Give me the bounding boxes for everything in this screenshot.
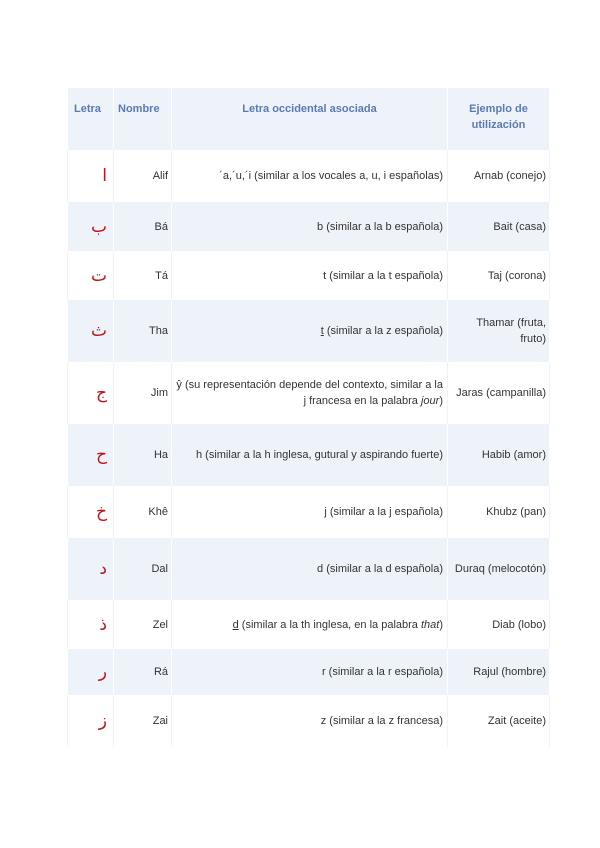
- usage-example: Diab (lobo): [448, 600, 550, 649]
- table-row: [68, 600, 550, 649]
- letter-name: Rá: [114, 649, 172, 695]
- arabic-letter: ذ: [68, 600, 114, 649]
- western-letter: [172, 300, 448, 362]
- table-header-row: [68, 88, 550, 150]
- table-row: [68, 649, 550, 695]
- western-letter-close: ): [439, 395, 443, 407]
- western-letter: ´a,´u,´i (similar a los vocales a, u, i españolas): [172, 150, 448, 202]
- table-row: [68, 150, 550, 202]
- western-letter: z (similar a la z francesa): [172, 695, 448, 747]
- arabic-letter: ا: [68, 150, 114, 202]
- letter-name: Tá: [114, 251, 172, 300]
- letter-name: Dal: [114, 538, 172, 600]
- table-row: [68, 202, 550, 251]
- header-name: Nombre: [114, 88, 172, 150]
- western-letter: [172, 600, 448, 649]
- western-letter: d (similar a la d española): [172, 538, 448, 600]
- arabic-letter: ب: [68, 202, 114, 251]
- letter-name: Ha: [114, 424, 172, 486]
- arabic-letter: ث: [68, 300, 114, 362]
- letter-name: Bá: [114, 202, 172, 251]
- western-letter-text: ŷ (su representación depende del contexto, similar a la j francesa en la palabra: [176, 379, 443, 407]
- usage-example: Bait (casa): [448, 202, 550, 251]
- arabic-letter: د: [68, 538, 114, 600]
- western-letter-text: (similar a la th inglesa, en la palabra: [238, 618, 421, 631]
- table-row: [68, 251, 550, 300]
- table-row: [68, 538, 550, 600]
- table-row: [68, 300, 550, 362]
- header-example-line2: utilización: [471, 119, 526, 131]
- usage-example: Jaras (campanilla): [448, 362, 550, 424]
- usage-example: Duraq (melocotón): [448, 538, 550, 600]
- header-example: [448, 88, 550, 150]
- usage-example: Khubz (pan): [448, 486, 550, 538]
- header-example-line1: Ejemplo de: [469, 103, 528, 115]
- usage-example: Rajul (hombre): [448, 649, 550, 695]
- western-letter: h (similar a la h inglesa, gutural y aspirando fuerte): [172, 424, 448, 486]
- italic-word: jour: [420, 395, 440, 407]
- italic-word: that: [420, 618, 440, 631]
- western-letter-text: (similar a la z española): [323, 325, 443, 337]
- western-letter: [172, 362, 448, 424]
- header-western: Letra occidental asociada: [172, 88, 448, 150]
- usage-example: Habib (amor): [448, 424, 550, 486]
- table-row: [68, 486, 550, 538]
- arabic-letter: خ: [68, 486, 114, 538]
- arabic-letter: ز: [68, 695, 114, 747]
- letter-name: Alif: [114, 150, 172, 202]
- usage-example: Taj (corona): [448, 251, 550, 300]
- transliteration-mark: d: [232, 618, 239, 631]
- western-letter: t (similar a la t española): [172, 251, 448, 300]
- arabic-letter: ر: [68, 649, 114, 695]
- letter-name: Khê: [114, 486, 172, 538]
- arabic-letter: ت: [68, 251, 114, 300]
- western-letter: j (similar a la j española): [172, 486, 448, 538]
- table-row: [68, 362, 550, 424]
- table-row: [68, 695, 550, 747]
- header-letter: Letra: [68, 88, 114, 150]
- letter-name: Jim: [114, 362, 172, 424]
- letter-name: Zai: [114, 695, 172, 747]
- transliteration-mark: t: [320, 325, 324, 337]
- arabic-letter: ح: [68, 424, 114, 486]
- western-letter: b (similar a la b española): [172, 202, 448, 251]
- western-letter: r (similar a la r española): [172, 649, 448, 695]
- table-row: [68, 424, 550, 486]
- usage-example: Arnab (conejo): [448, 150, 550, 202]
- letter-name: Tha: [114, 300, 172, 362]
- usage-example: Zait (aceite): [448, 695, 550, 747]
- arabic-letter: ج: [68, 362, 114, 424]
- letter-name: Zel: [114, 600, 172, 649]
- arabic-alphabet-table: [67, 88, 550, 747]
- usage-example: Thamar (fruta, fruto): [448, 300, 550, 362]
- western-letter-close: ): [439, 618, 443, 631]
